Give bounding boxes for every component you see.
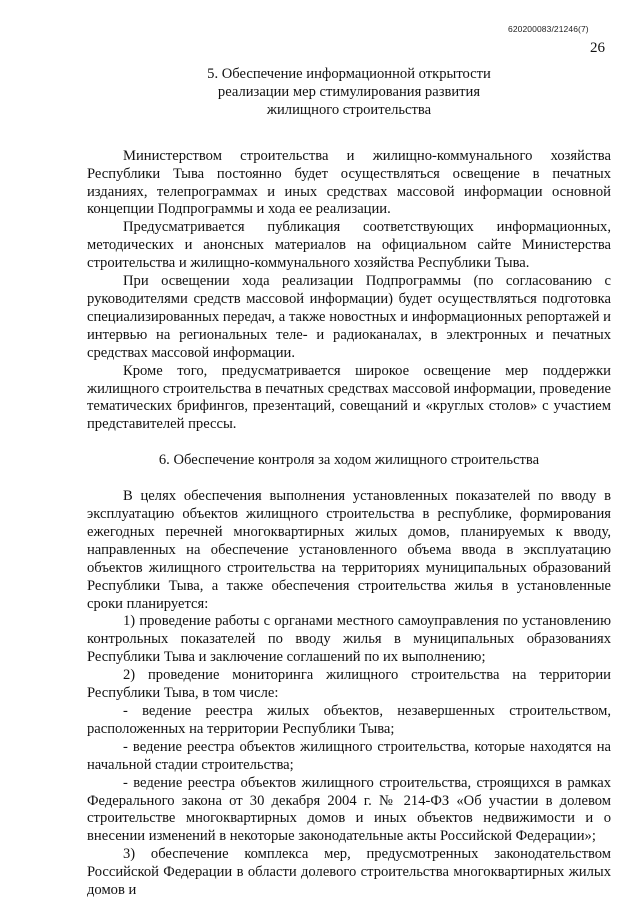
section-title — [87, 452, 611, 470]
list-item: 2) проведение мониторинга жилищного строительства на территории Республики Тыва, в том числе: — [87, 667, 611, 702]
page-number: 26 — [590, 40, 605, 56]
section-title-line: 5. Обеспечение информационной открытости — [207, 66, 491, 82]
section-title-line: 6. Обеспечение контроля за ходом жилищного строительства — [158, 452, 540, 469]
section-5 — [87, 66, 611, 434]
paragraph: При освещении хода реализации Подпрограммы (по согласованию с руководителями средств массовой информации) будет осуществляться подготовка специализированных передач, а также новостных и информационных репортажей и интервью на региональных теле- и радиоканалах, в электронных и печатных средствах массовой информации. — [87, 273, 611, 361]
section-title-line: жилищного строительства — [266, 101, 432, 118]
list-item: 3) обеспечение комплекса мер, предусмотренных законодательством Российской Федерации в области долевого строительства многоквартирных жилых домов и — [87, 846, 611, 899]
paragraph: Кроме того, предусматривается широкое освещение мер поддержки жилищного строительства в печатных средствах массовой информации, проведение тематических брифингов, презентаций, совещаний и «круглых столов» с участием представителей прессы. — [87, 362, 611, 433]
sub-list-item: - ведение реестра жилых объектов, незавершенных строительством, расположенных на территории Республики Тыва; — [87, 703, 611, 737]
section-6 — [87, 452, 611, 900]
paragraph: Министерством строительства и жилищно-коммунального хозяйства Республики Тыва постоянно будет осуществляться освещение в печатных изданиях, телепрограммах и иных средствах массовой информации основной концепции Подпрограммы и хода ее реализации. — [87, 147, 611, 218]
section-title-line: реализации мер стимулирования развития — [217, 83, 481, 100]
paragraph: В целях обеспечения выполнения установленных показателей по вводу в эксплуатацию объектов жилищного строительства в республике, формирования ежегодных перечней многоквартирных жилых домов, планируемых к вводу, направленных на обеспечение установленного объема ввода в эксплуатацию объектов жилищного строительства на территориях муниципальных образований Республики Тыва, а также обеспечения строительства жилья в установленные сроки планируется: — [87, 488, 611, 612]
sub-list-item: - ведение реестра объектов жилищного строительства, которые находятся на начальной стадии строительства; — [87, 738, 611, 773]
section-title — [87, 66, 611, 120]
paragraph: Предусматривается публикация соответствующих информационных, методических и анонсных материалов на официальном сайте Министерства строительства и жилищно-коммунального хозяйства Республики Тыва. — [87, 219, 611, 272]
list-item: 1) проведение работы с органами местного самоуправления по установлению контрольных показателей по вводу жилья в муниципальных образованиях Республики Тыва и заключение соглашений по их выполнению; — [87, 613, 611, 666]
sub-list-item: - ведение реестра объектов жилищного строительства, строящихся в рамках Федерального закона от 30 декабря 2004 г. № 214-ФЗ «Об участии в долевом строительстве многоквартирных домов и иных объектов недвижимости и о внесении изменений в некоторые законодательные акты Российской Федерации»; — [87, 774, 611, 845]
document-code: 620200083/21246(7) — [508, 24, 589, 34]
document-body — [87, 66, 611, 900]
